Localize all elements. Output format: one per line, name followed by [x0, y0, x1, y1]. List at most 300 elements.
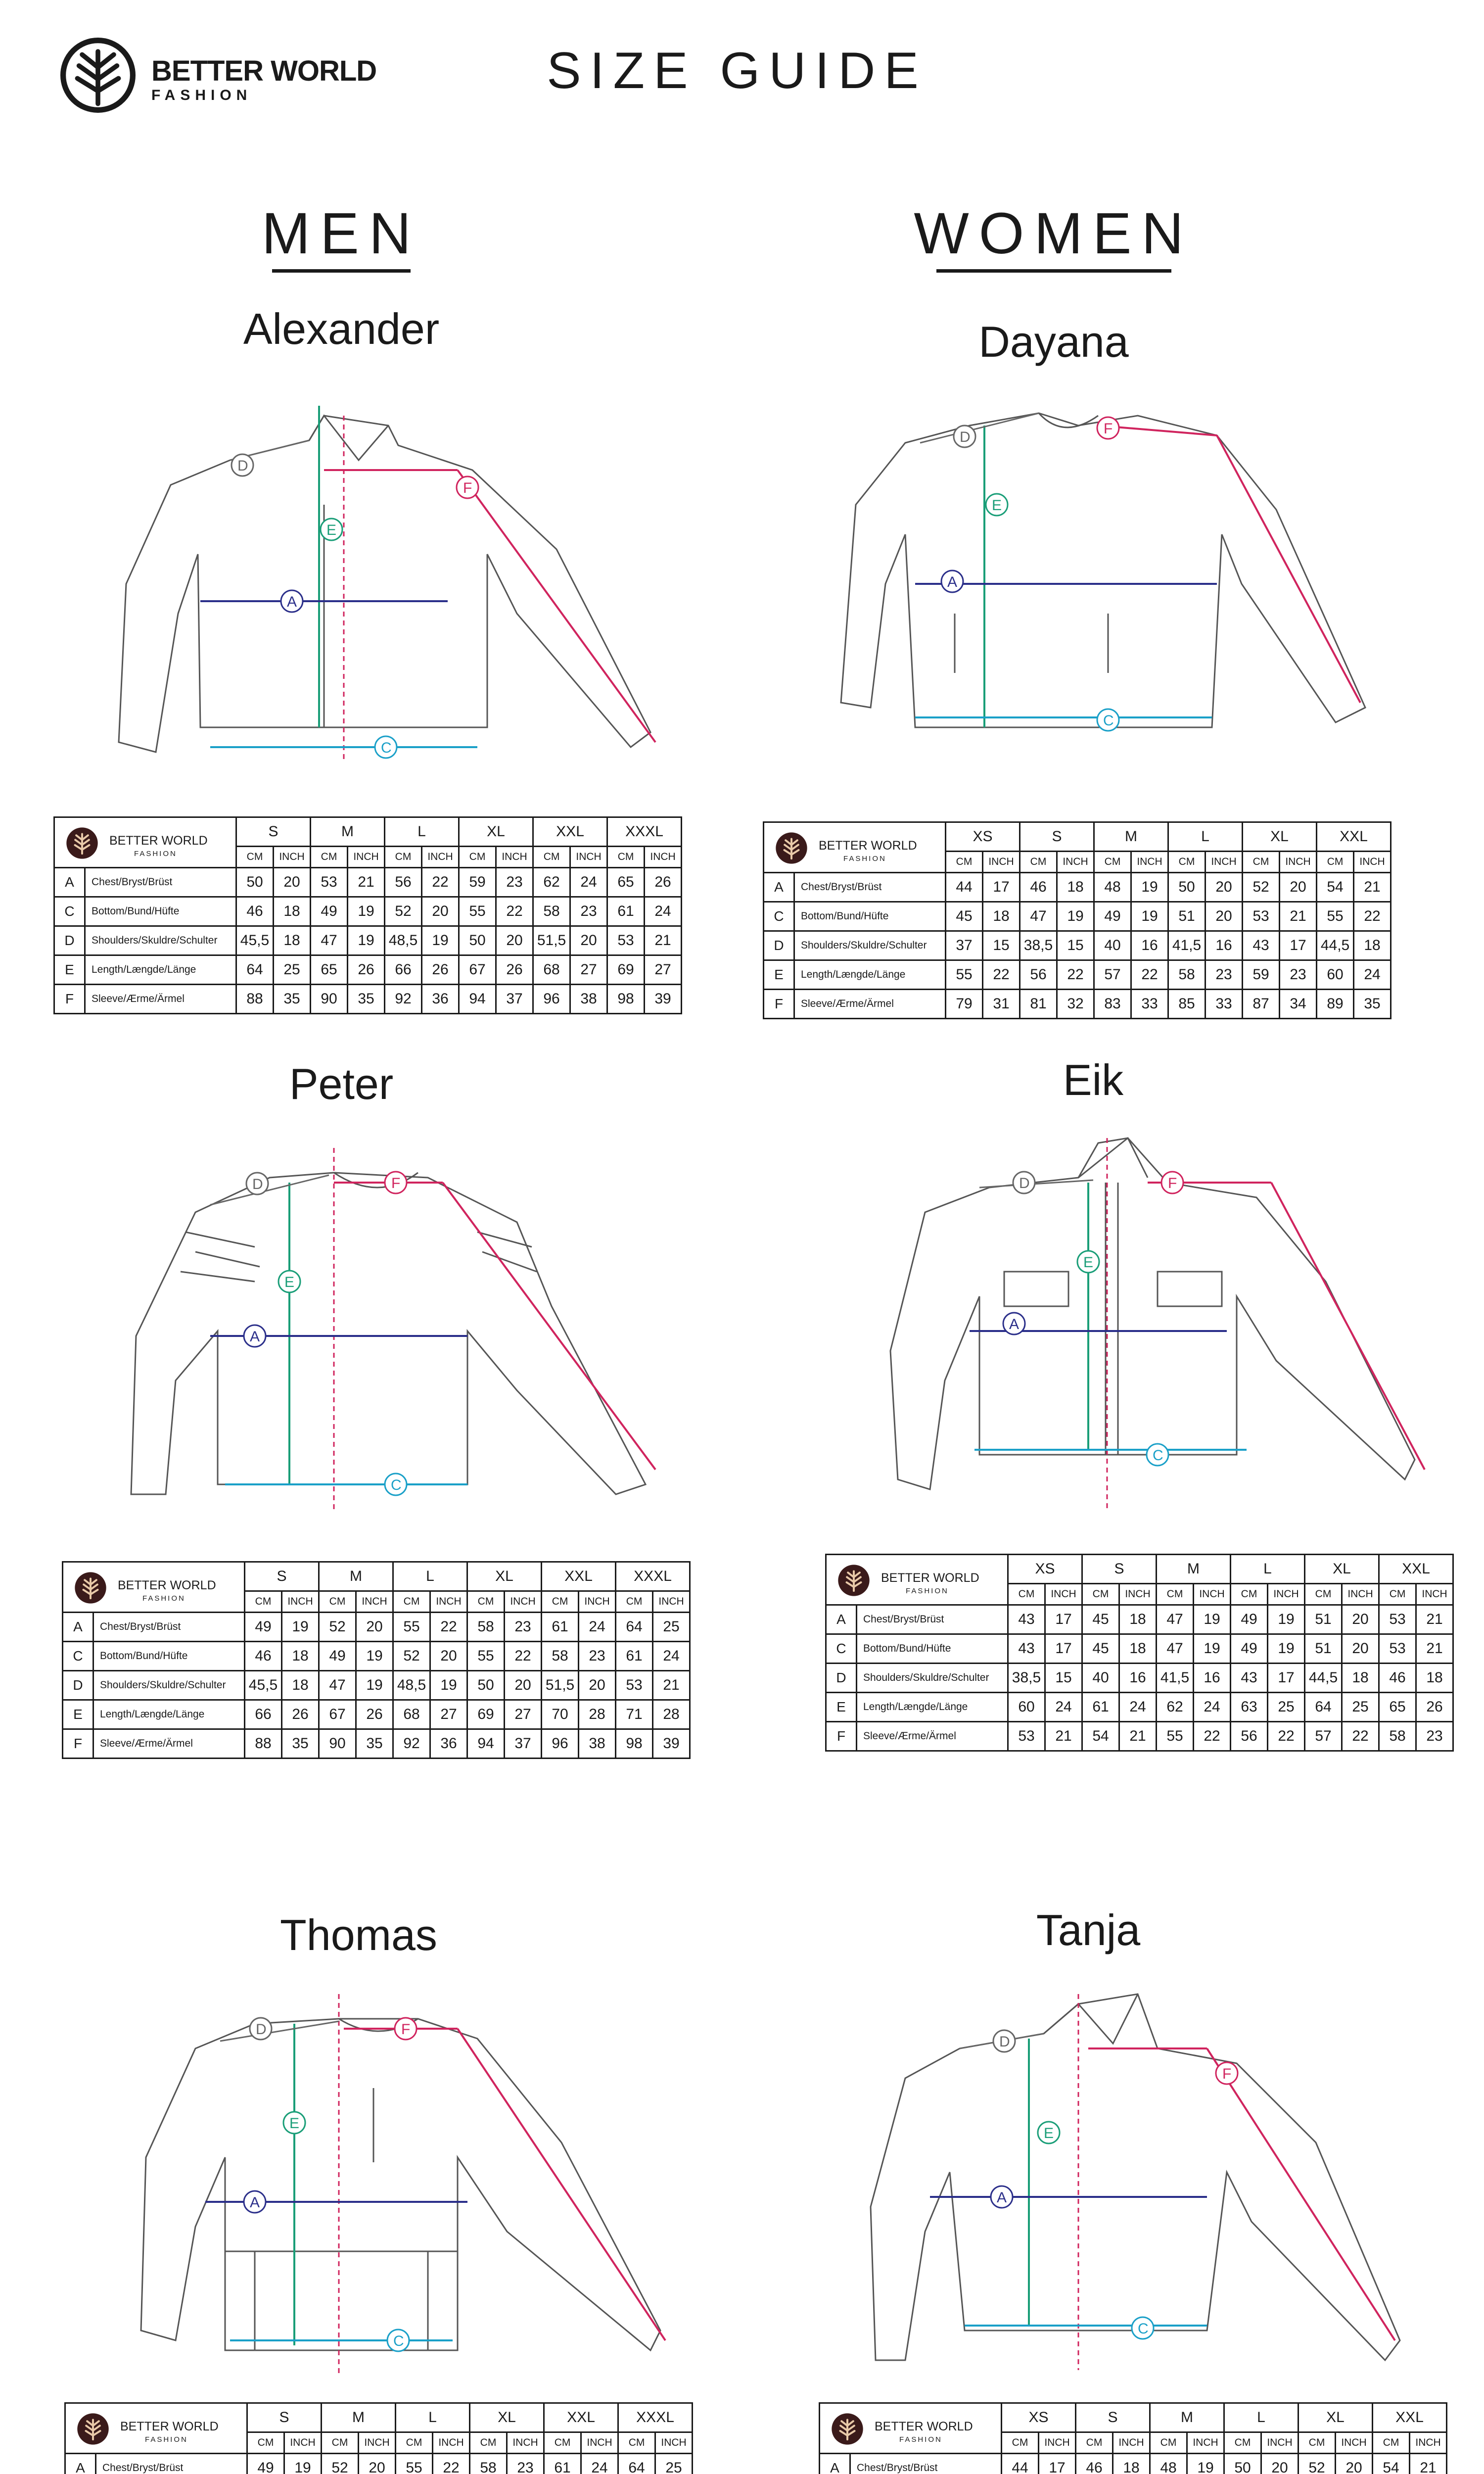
measure-value: 20 — [1261, 2454, 1298, 2474]
measure-value: 20 — [1336, 2454, 1373, 2474]
unit-header: CM — [470, 2432, 507, 2454]
measure-value: 49 — [245, 1613, 282, 1642]
measure-label: Length/Længde/Länge — [85, 955, 236, 985]
measure-value: 64 — [236, 955, 274, 985]
measure-key: F — [764, 990, 794, 1019]
measure-value: 19 — [1268, 1634, 1305, 1664]
measure-value: 64 — [1305, 1693, 1342, 1722]
measure-value: 22 — [1057, 960, 1094, 990]
measure-value: 50 — [1168, 873, 1206, 902]
measure-value: 27 — [505, 1700, 542, 1729]
measure-key: C — [764, 902, 794, 931]
table-row — [54, 868, 682, 897]
product-title-thomas: Thomas — [280, 1910, 437, 1959]
table-row — [826, 1693, 1453, 1722]
women-heading-underline — [936, 269, 1171, 273]
measure-value: 22 — [1194, 1722, 1231, 1751]
size-header: S — [1020, 822, 1094, 852]
size-header: XL — [467, 1562, 542, 1591]
measure-label: Shoulders/Skuldre/Schulter — [794, 931, 946, 960]
size-header: XXL — [1379, 1555, 1453, 1584]
measure-value: 51,5 — [542, 1671, 579, 1700]
measure-value: 22 — [496, 897, 533, 926]
measure-label: Bottom/Bund/Hüfte — [794, 902, 946, 931]
unit-header: INCH — [645, 847, 682, 868]
measure-value: 16 — [1131, 931, 1168, 960]
measure-value: 22 — [433, 2454, 470, 2474]
svg-text:A: A — [947, 574, 958, 590]
measure-label: Bottom/Bund/Hüfte — [857, 1634, 1008, 1664]
measure-value: 52 — [1298, 2454, 1336, 2474]
leaf-logo-icon — [775, 832, 808, 864]
jacket-drawing-tanja — [861, 1984, 1420, 2375]
measure-value: 90 — [311, 985, 348, 1014]
measure-value: 49 — [1231, 1634, 1268, 1664]
measure-value: 62 — [533, 868, 570, 897]
table-row — [764, 960, 1391, 990]
measure-value: 23 — [1280, 960, 1317, 990]
measure-key: A — [820, 2454, 850, 2474]
unit-header: CM — [311, 847, 348, 868]
measure-value: 94 — [467, 1729, 505, 1759]
svg-text:F: F — [391, 1175, 401, 1191]
measure-value: 27 — [430, 1700, 467, 1729]
measure-value: 20 — [356, 1613, 393, 1642]
measure-key: D — [54, 926, 85, 955]
size-table-alexander — [53, 816, 682, 1014]
measure-value: 21 — [1119, 1722, 1157, 1751]
measure-value: 92 — [393, 1729, 430, 1759]
measure-value: 41,5 — [1168, 931, 1206, 960]
unit-header: CM — [1094, 852, 1131, 873]
measure-value: 20 — [1342, 1634, 1379, 1664]
measure-value: 59 — [459, 868, 496, 897]
brand-logo — [58, 36, 377, 120]
leaf-logo-icon — [77, 2413, 109, 2445]
measure-value: 23 — [496, 868, 533, 897]
measure-value: 27 — [570, 955, 607, 985]
table-brand-sub: FASHION — [843, 855, 886, 863]
measure-value: 19 — [422, 926, 459, 955]
measure-value: 81 — [1020, 990, 1057, 1019]
measure-value: 19 — [284, 2454, 322, 2474]
unit-header: INCH — [1261, 2432, 1298, 2454]
measure-value: 51 — [1305, 1605, 1342, 1634]
measure-value: 46 — [1379, 1664, 1416, 1693]
measure-label: Chest/Bryst/Brüst — [96, 2454, 247, 2474]
svg-text:C: C — [1138, 2321, 1149, 2337]
unit-header: INCH — [1113, 2432, 1150, 2454]
measure-value: 45,5 — [245, 1671, 282, 1700]
unit-header: INCH — [1416, 1584, 1453, 1605]
measure-key: D — [764, 931, 794, 960]
measure-value: 50 — [236, 868, 274, 897]
measure-value: 65 — [1379, 1693, 1416, 1722]
measure-value: 20 — [1206, 902, 1243, 931]
measure-value: 19 — [1194, 1634, 1231, 1664]
size-header: XXL — [542, 1562, 616, 1591]
measure-value: 25 — [1342, 1693, 1379, 1722]
measure-value: 90 — [319, 1729, 356, 1759]
measure-value: 85 — [1168, 990, 1206, 1019]
measure-value: 66 — [245, 1700, 282, 1729]
measure-value: 53 — [1243, 902, 1280, 931]
measure-value: 20 — [579, 1671, 616, 1700]
table-row — [63, 1642, 690, 1671]
measure-value: 35 — [356, 1729, 393, 1759]
size-header: L — [393, 1562, 467, 1591]
measure-value: 34 — [1280, 990, 1317, 1019]
table-row — [820, 2454, 1447, 2474]
unit-header: CM — [544, 2432, 581, 2454]
measure-key: E — [63, 1700, 93, 1729]
unit-header: INCH — [579, 1591, 616, 1613]
svg-text:C: C — [391, 1477, 402, 1493]
measure-value: 22 — [1131, 960, 1168, 990]
unit-header: INCH — [570, 847, 607, 868]
measure-value: 64 — [616, 1613, 653, 1642]
table-row — [63, 1671, 690, 1700]
measure-value: 43 — [1231, 1664, 1268, 1693]
measure-value: 40 — [1094, 931, 1131, 960]
measure-value: 46 — [236, 897, 274, 926]
unit-header: CM — [459, 847, 496, 868]
svg-text:E: E — [289, 2115, 300, 2132]
table-brand-name: BETTER WORLD — [120, 2420, 219, 2433]
measure-label: Shoulders/Skuldre/Schulter — [857, 1664, 1008, 1693]
measure-value: 19 — [1131, 873, 1168, 902]
size-header: XS — [1002, 2403, 1076, 2432]
measure-value: 69 — [467, 1700, 505, 1729]
svg-text:E: E — [1083, 1254, 1094, 1271]
measure-value: 51 — [1305, 1634, 1342, 1664]
size-header: S — [245, 1562, 319, 1591]
measure-value: 24 — [1045, 1693, 1082, 1722]
measure-value: 50 — [467, 1671, 505, 1700]
measure-value: 49 — [311, 897, 348, 926]
measure-value: 53 — [1379, 1605, 1416, 1634]
measure-value: 51,5 — [533, 926, 570, 955]
measure-value: 21 — [645, 926, 682, 955]
measure-label: Bottom/Bund/Hüfte — [85, 897, 236, 926]
measure-value: 52 — [393, 1642, 430, 1671]
size-header: XS — [946, 822, 1020, 852]
brand-subtitle: FASHION — [151, 87, 252, 103]
size-header: S — [236, 817, 311, 847]
unit-header: CM — [607, 847, 645, 868]
svg-text:D: D — [1019, 1175, 1030, 1191]
measure-value: 19 — [430, 1671, 467, 1700]
measure-value: 15 — [983, 931, 1020, 960]
measure-value: 19 — [282, 1613, 319, 1642]
unit-header: INCH — [1410, 2432, 1447, 2454]
svg-text:E: E — [992, 497, 1002, 514]
measure-value: 43 — [1243, 931, 1280, 960]
measure-value: 45 — [946, 902, 983, 931]
measure-value: 21 — [348, 868, 385, 897]
measure-label: Bottom/Bund/Hüfte — [93, 1642, 245, 1671]
measure-value: 58 — [542, 1642, 579, 1671]
measure-value: 18 — [274, 926, 311, 955]
table-brand-name: BETTER WORLD — [819, 839, 917, 853]
measure-value: 17 — [1039, 2454, 1076, 2474]
unit-header: INCH — [1268, 1584, 1305, 1605]
measure-value: 22 — [422, 868, 459, 897]
measure-key: C — [54, 897, 85, 926]
men-heading-text: MEN — [261, 201, 421, 266]
measure-value: 20 — [422, 897, 459, 926]
measure-value: 25 — [653, 1613, 690, 1642]
measure-value: 61 — [616, 1642, 653, 1671]
measure-key: A — [826, 1605, 857, 1634]
unit-header: CM — [245, 1591, 282, 1613]
unit-header: INCH — [1280, 852, 1317, 873]
measure-value: 24 — [645, 897, 682, 926]
measure-value: 33 — [1131, 990, 1168, 1019]
measure-value: 23 — [507, 2454, 544, 2474]
size-header: L — [1168, 822, 1243, 852]
measure-key: A — [54, 868, 85, 897]
measure-value: 61 — [1082, 1693, 1119, 1722]
table-row — [54, 955, 682, 985]
unit-header: INCH — [348, 847, 385, 868]
measure-value: 59 — [1243, 960, 1280, 990]
measure-value: 53 — [607, 926, 645, 955]
leaf-logo-icon — [66, 827, 98, 859]
svg-text:A: A — [250, 2194, 260, 2211]
measure-label: Sleeve/Ærme/Ärmel — [85, 985, 236, 1014]
measure-value: 21 — [1416, 1605, 1453, 1634]
svg-text:C: C — [393, 2333, 404, 2349]
size-header: M — [319, 1562, 393, 1591]
measure-value: 15 — [1045, 1664, 1082, 1693]
measure-value: 18 — [1119, 1634, 1157, 1664]
measure-value: 48,5 — [385, 926, 422, 955]
measure-value: 55 — [1317, 902, 1354, 931]
measure-key: F — [826, 1722, 857, 1751]
measure-value: 21 — [1416, 1634, 1453, 1664]
men-heading-underline — [272, 269, 411, 273]
measure-value: 89 — [1317, 990, 1354, 1019]
measure-value: 68 — [393, 1700, 430, 1729]
product-title-tanja: Tanja — [1036, 1905, 1141, 1954]
size-table-tanja — [819, 2402, 1447, 2474]
unit-header: CM — [542, 1591, 579, 1613]
size-header: XL — [1243, 822, 1317, 852]
measure-value: 26 — [348, 955, 385, 985]
measure-value: 23 — [1206, 960, 1243, 990]
measure-label: Shoulders/Skuldre/Schulter — [85, 926, 236, 955]
svg-text:C: C — [1153, 1447, 1163, 1464]
measure-value: 20 — [496, 926, 533, 955]
measure-value: 28 — [579, 1700, 616, 1729]
measure-value: 24 — [1354, 960, 1391, 990]
leaf-logo-icon — [58, 36, 138, 115]
measure-value: 21 — [1354, 873, 1391, 902]
size-header: XL — [1298, 2403, 1373, 2432]
measure-key: A — [65, 2454, 96, 2474]
unit-header: INCH — [983, 852, 1020, 873]
measure-value: 25 — [1268, 1693, 1305, 1722]
svg-text:F: F — [1168, 1175, 1177, 1191]
measure-value: 43 — [1008, 1634, 1045, 1664]
svg-text:E: E — [284, 1274, 295, 1290]
size-header: XL — [1305, 1555, 1379, 1584]
size-header: S — [1082, 1555, 1157, 1584]
svg-text:E: E — [1044, 2125, 1054, 2141]
table-brand-sub: FASHION — [899, 2435, 942, 2444]
unit-header: INCH — [496, 847, 533, 868]
measure-value: 48 — [1094, 873, 1131, 902]
measure-value: 58 — [470, 2454, 507, 2474]
unit-header: CM — [1379, 1584, 1416, 1605]
table-brand-sub: FASHION — [134, 850, 177, 858]
unit-header: INCH — [284, 2432, 322, 2454]
measure-key: E — [54, 955, 85, 985]
measure-value: 44 — [946, 873, 983, 902]
measure-value: 17 — [1045, 1634, 1082, 1664]
measure-value: 53 — [1379, 1634, 1416, 1664]
table-brand-name: BETTER WORLD — [109, 834, 208, 848]
measure-value: 38,5 — [1008, 1664, 1045, 1693]
table-brand-name: BETTER WORLD — [875, 2420, 973, 2433]
size-table-eik — [825, 1554, 1454, 1752]
unit-header: CM — [616, 1591, 653, 1613]
table-row — [63, 1729, 690, 1759]
unit-header: CM — [533, 847, 570, 868]
measure-value: 39 — [645, 985, 682, 1014]
measure-value: 22 — [1342, 1722, 1379, 1751]
measure-value: 49 — [247, 2454, 284, 2474]
measure-value: 24 — [579, 1613, 616, 1642]
unit-header: INCH — [655, 2432, 693, 2454]
measure-value: 46 — [1076, 2454, 1113, 2474]
unit-header: CM — [1305, 1584, 1342, 1605]
measure-value: 52 — [322, 2454, 359, 2474]
measure-value: 60 — [1008, 1693, 1045, 1722]
table-row — [826, 1722, 1453, 1751]
unit-header: CM — [1298, 2432, 1336, 2454]
measure-value: 71 — [616, 1700, 653, 1729]
measure-value: 28 — [653, 1700, 690, 1729]
size-header: XS — [1008, 1555, 1082, 1584]
measure-value: 53 — [1008, 1722, 1045, 1751]
unit-header: CM — [1317, 852, 1354, 873]
unit-header: CM — [1231, 1584, 1268, 1605]
measure-value: 47 — [1157, 1605, 1194, 1634]
measure-value: 45 — [1082, 1634, 1119, 1664]
unit-header: CM — [1020, 852, 1057, 873]
svg-text:D: D — [999, 2034, 1010, 2050]
unit-header: CM — [236, 847, 274, 868]
measure-value: 23 — [1416, 1722, 1453, 1751]
measure-value: 19 — [356, 1671, 393, 1700]
unit-header: INCH — [282, 1591, 319, 1613]
measure-value: 55 — [396, 2454, 433, 2474]
unit-header: INCH — [1131, 852, 1168, 873]
measure-value: 22 — [1354, 902, 1391, 931]
measure-value: 47 — [1157, 1634, 1194, 1664]
measure-value: 68 — [533, 955, 570, 985]
measure-value: 26 — [1416, 1693, 1453, 1722]
measure-key: D — [826, 1664, 857, 1693]
measure-value: 61 — [542, 1613, 579, 1642]
measure-value: 20 — [505, 1671, 542, 1700]
measure-value: 18 — [1113, 2454, 1150, 2474]
measure-value: 66 — [385, 955, 422, 985]
measure-value: 32 — [1057, 990, 1094, 1019]
svg-text:A: A — [287, 594, 297, 610]
measure-value: 46 — [1020, 873, 1057, 902]
measure-value: 44,5 — [1305, 1664, 1342, 1693]
table-brand-cell — [65, 2403, 247, 2454]
unit-header: CM — [1243, 852, 1280, 873]
table-row — [764, 931, 1391, 960]
table-brand-cell — [826, 1555, 1008, 1605]
measure-value: 38 — [570, 985, 607, 1014]
table-row — [54, 985, 682, 1014]
measure-value: 19 — [348, 897, 385, 926]
measure-label: Chest/Bryst/Brüst — [93, 1613, 245, 1642]
unit-header: INCH — [422, 847, 459, 868]
size-header: L — [1224, 2403, 1298, 2432]
page-title: SIZE GUIDE — [547, 42, 928, 99]
measure-value: 19 — [356, 1642, 393, 1671]
measure-value: 23 — [505, 1613, 542, 1642]
unit-header: CM — [1008, 1584, 1045, 1605]
measure-value: 55 — [393, 1613, 430, 1642]
measure-value: 18 — [1354, 931, 1391, 960]
size-header: XXXL — [618, 2403, 693, 2432]
measure-value: 70 — [542, 1700, 579, 1729]
unit-header: INCH — [507, 2432, 544, 2454]
measure-value: 38 — [579, 1729, 616, 1759]
unit-header: CM — [385, 847, 422, 868]
svg-text:D: D — [256, 2021, 267, 2038]
size-header: M — [1150, 2403, 1224, 2432]
product-title-alexander: Alexander — [243, 304, 440, 353]
measure-value: 22 — [430, 1613, 467, 1642]
unit-header: CM — [1157, 1584, 1194, 1605]
measure-value: 67 — [319, 1700, 356, 1729]
table-brand-name: BETTER WORLD — [118, 1578, 216, 1592]
table-row — [764, 902, 1391, 931]
size-header: XXXL — [616, 1562, 690, 1591]
measure-value: 22 — [505, 1642, 542, 1671]
unit-header: INCH — [1119, 1584, 1157, 1605]
measure-value: 36 — [422, 985, 459, 1014]
measure-value: 31 — [983, 990, 1020, 1019]
measure-label: Sleeve/Ærme/Ärmel — [794, 990, 946, 1019]
measure-label: Length/Længde/Länge — [794, 960, 946, 990]
measure-value: 46 — [245, 1642, 282, 1671]
measure-value: 44 — [1002, 2454, 1039, 2474]
svg-text:D: D — [252, 1176, 263, 1192]
measure-value: 96 — [542, 1729, 579, 1759]
measure-value: 35 — [282, 1729, 319, 1759]
measure-value: 20 — [274, 868, 311, 897]
measure-value: 33 — [1206, 990, 1243, 1019]
measure-value: 37 — [496, 985, 533, 1014]
unit-header: INCH — [274, 847, 311, 868]
unit-header: INCH — [1194, 1584, 1231, 1605]
svg-text:D: D — [960, 429, 971, 445]
measure-value: 26 — [356, 1700, 393, 1729]
women-heading-text: WOMEN — [914, 201, 1194, 266]
size-header: XL — [470, 2403, 544, 2432]
measure-value: 92 — [385, 985, 422, 1014]
measure-value: 18 — [1342, 1664, 1379, 1693]
